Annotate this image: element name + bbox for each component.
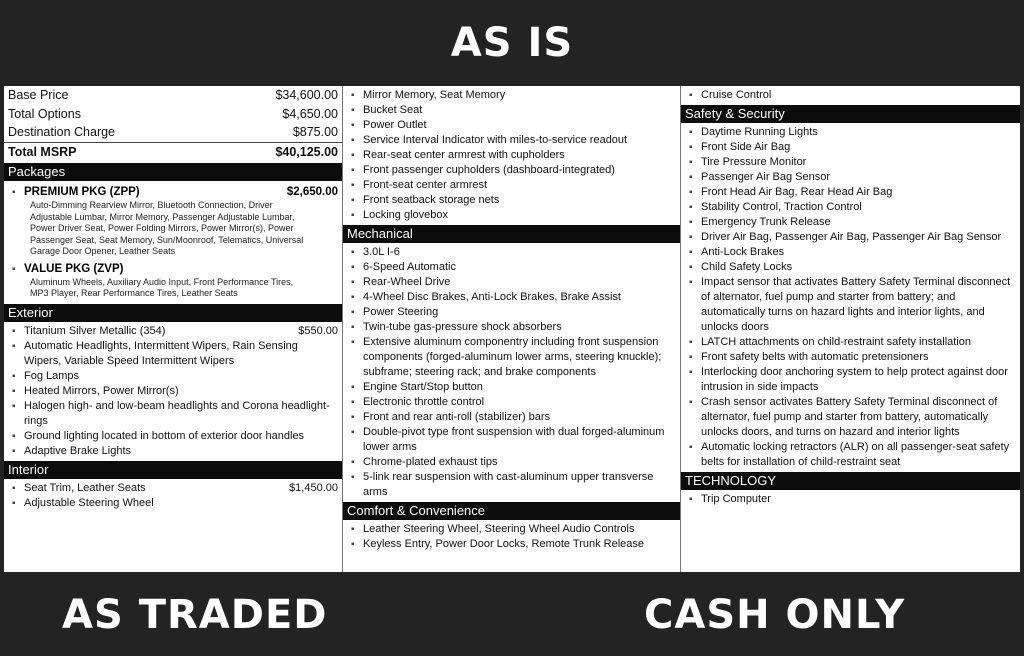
column-2 — [343, 86, 681, 572]
list-item: ▪ Crash sensor activates Battery Safety Terminal disconnect of alternator, fuel pump and starter from battery, automatically unlocks doors, and turns on hazard and interior lights — [687, 395, 1016, 440]
list-item: ▪ Bucket Seat — [349, 103, 676, 118]
list-item: ▪ Automatic locking retractors (ALR) on all passenger-seat safety belts for installation of child-restraint seat — [687, 440, 1016, 470]
list-item: ▪ Locking glovebox — [349, 208, 676, 223]
interior-continued-list — [343, 88, 680, 223]
list-item: ▪ Cruise Control — [687, 88, 1016, 103]
list-item: ▪ Interlocking door anchoring system to help protect against door intrusion in side impacts — [687, 365, 1016, 395]
list-item: ▪ Adaptive Brake Lights — [10, 444, 338, 459]
list-item: ▪ Fog Lamps — [10, 369, 338, 384]
list-item: ▪ Engine Start/Stop button — [349, 380, 676, 395]
pricing-block — [4, 86, 342, 161]
list-item: ▪ Chrome-plated exhaust tips — [349, 455, 676, 470]
list-item: ▪ Adjustable Steering Wheel — [10, 496, 338, 511]
total-options-row — [4, 105, 342, 124]
list-item: ▪ 4-Wheel Disc Brakes, Anti-Lock Brakes, Brake Assist — [349, 290, 676, 305]
mechanical-list — [343, 245, 680, 500]
safety-header: Safety & Security — [681, 105, 1020, 123]
list-item: ▪ Rear-seat center armrest with cupholders — [349, 148, 676, 163]
base-price-row — [4, 86, 342, 105]
total-options-value: $4,650.00 — [282, 106, 338, 121]
total-msrp-row — [4, 142, 342, 162]
list-item: ▪ Heated Mirrors, Power Mirror(s) — [10, 384, 338, 399]
total-msrp-label: Total MSRP — [8, 144, 77, 159]
window-sticker — [4, 86, 1020, 572]
list-item: ▪ Stability Control, Traction Control — [687, 200, 1016, 215]
technology-header: TECHNOLOGY — [681, 472, 1020, 490]
list-item: ▪ Keyless Entry, Power Door Locks, Remote Trunk Release — [349, 537, 676, 552]
destination-charge-row — [4, 123, 342, 142]
list-item: ▪ Front Head Air Bag, Rear Head Air Bag — [687, 185, 1016, 200]
bottom-banner — [0, 572, 1024, 656]
list-item: ▪ Front Side Air Bag — [687, 140, 1016, 155]
total-msrp-value: $40,125.00 — [275, 144, 338, 159]
package-item — [4, 183, 342, 260]
list-item: ▪ Twin-tube gas-pressure shock absorbers — [349, 320, 676, 335]
safety-list — [681, 125, 1020, 470]
interior-list — [4, 481, 342, 511]
cash-only-label: CASH ONLY — [644, 592, 906, 638]
exterior-header: Exterior — [4, 304, 342, 322]
list-item: ▪ Trip Computer — [687, 492, 1016, 507]
list-item: ▪ Rear-Wheel Drive — [349, 275, 676, 290]
list-item: ▪ Impact sensor that activates Battery Safety Terminal disconnect of alternator, fuel pump and starter from battery; and automatically turns on hazard lights and interior lights, and unlocks doors — [687, 275, 1016, 335]
list-item: ▪ Front passenger cupholders (dashboard-integrated) — [349, 163, 676, 178]
package-item — [4, 260, 342, 302]
comfort-list — [343, 522, 680, 552]
list-item: ▪ Extensive aluminum componentry including front suspension components (forged-aluminum lower arms, steering knuckle); subframe; steering rack; and brake components — [349, 335, 676, 380]
destination-charge-label: Destination Charge — [8, 125, 116, 139]
base-price-value: $34,600.00 — [275, 88, 338, 102]
item-price: $1,450.00 — [289, 481, 338, 494]
item-price: $550.00 — [298, 324, 338, 337]
comfort-header: Comfort & Convenience — [343, 502, 680, 520]
column-1 — [4, 86, 343, 572]
list-item: ▪ Electronic throttle control — [349, 395, 676, 410]
list-item: ▪ Driver Air Bag, Passenger Air Bag, Passenger Air Bag Sensor — [687, 230, 1016, 245]
list-item: ▪ Power Steering — [349, 305, 676, 320]
list-item: ▪ Titanium Silver Metallic (354) $550.00 — [10, 324, 338, 339]
destination-charge-value: $875.00 — [292, 125, 338, 139]
list-item: ▪ Power Outlet — [349, 118, 676, 133]
list-item: ▪ 5-link rear suspension with cast-aluminum upper transverse arms — [349, 470, 676, 500]
list-item: ▪ Front safety belts with automatic pretensioners — [687, 350, 1016, 365]
list-item: ▪ Ground lighting located in bottom of exterior door handles — [10, 429, 338, 444]
list-item: ▪ Child Safety Locks — [687, 260, 1016, 275]
list-item: ▪ Daytime Running Lights — [687, 125, 1016, 140]
package-description: Aluminum Wheels, Auxiliary Audio Input, Front Performance Tires, MP3 Player, Rear Performance Tires, Leather Seats — [30, 276, 294, 298]
list-item: ▪ Emergency Trunk Release — [687, 215, 1016, 230]
list-item: ▪ Front-seat center armrest — [349, 178, 676, 193]
package-description: Auto-Dimming Rearview Mirror, Bluetooth Connection, Driver Adjustable Lumbar, Mirror Memory, Passenger Adjustable Lumbar, Power Driver Seat, Power Folding Mirrors, Power Mirror(s), Power Passenger Seat, Seat Memory, Sun/Moonroof, Telematics, Universal Garage Door Opener, Leather Seats — [30, 200, 304, 256]
list-item: ▪ 3.0L I-6 — [349, 245, 676, 260]
packages-header: Packages — [4, 163, 342, 181]
list-item: ▪ Front seatback storage nets — [349, 193, 676, 208]
list-item: ▪ LATCH attachments on child-restraint safety installation — [687, 335, 1016, 350]
top-banner — [0, 0, 1024, 86]
interior-header: Interior — [4, 461, 342, 479]
package-price: $2,650.00 — [286, 186, 338, 198]
list-item: ▪ Double-pivot type front suspension with dual forged-aluminum lower arms — [349, 425, 676, 455]
package-name: ▪ VALUE PKG (ZVP) — [24, 262, 124, 275]
list-item: ▪ Anti-Lock Brakes — [687, 245, 1016, 260]
column-3 — [681, 86, 1020, 572]
list-item: ▪ Halogen high- and low-beam headlights and Corona headlight-rings — [10, 399, 338, 429]
total-options-label: Total Options — [8, 106, 81, 121]
technology-list — [681, 492, 1020, 507]
package-name: ▪ PREMIUM PKG (ZPP) — [24, 186, 140, 198]
list-item: ▪ Passenger Air Bag Sensor — [687, 170, 1016, 185]
exterior-list — [4, 324, 342, 459]
list-item: ▪ Seat Trim, Leather Seats $1,450.00 — [10, 481, 338, 496]
list-item: ▪ Service Interval Indicator with miles-to-service readout — [349, 133, 676, 148]
list-item: ▪ Automatic Headlights, Intermittent Wipers, Rain Sensing Wipers, Variable Speed Intermittent Wipers — [10, 339, 338, 369]
base-price-label: Base Price — [8, 88, 69, 102]
list-item: ▪ Tire Pressure Monitor — [687, 155, 1016, 170]
mechanical-header: Mechanical — [343, 225, 680, 243]
list-item: ▪ Front and rear anti-roll (stabilizer) bars — [349, 410, 676, 425]
list-item: ▪ Mirror Memory, Seat Memory — [349, 88, 676, 103]
as-traded-label: AS TRADED — [62, 592, 328, 638]
comfort-continued-list — [681, 88, 1020, 103]
as-is-label: AS IS — [450, 20, 574, 66]
list-item: ▪ Leather Steering Wheel, Steering Wheel Audio Controls — [349, 522, 676, 537]
list-item: ▪ 6-Speed Automatic — [349, 260, 676, 275]
